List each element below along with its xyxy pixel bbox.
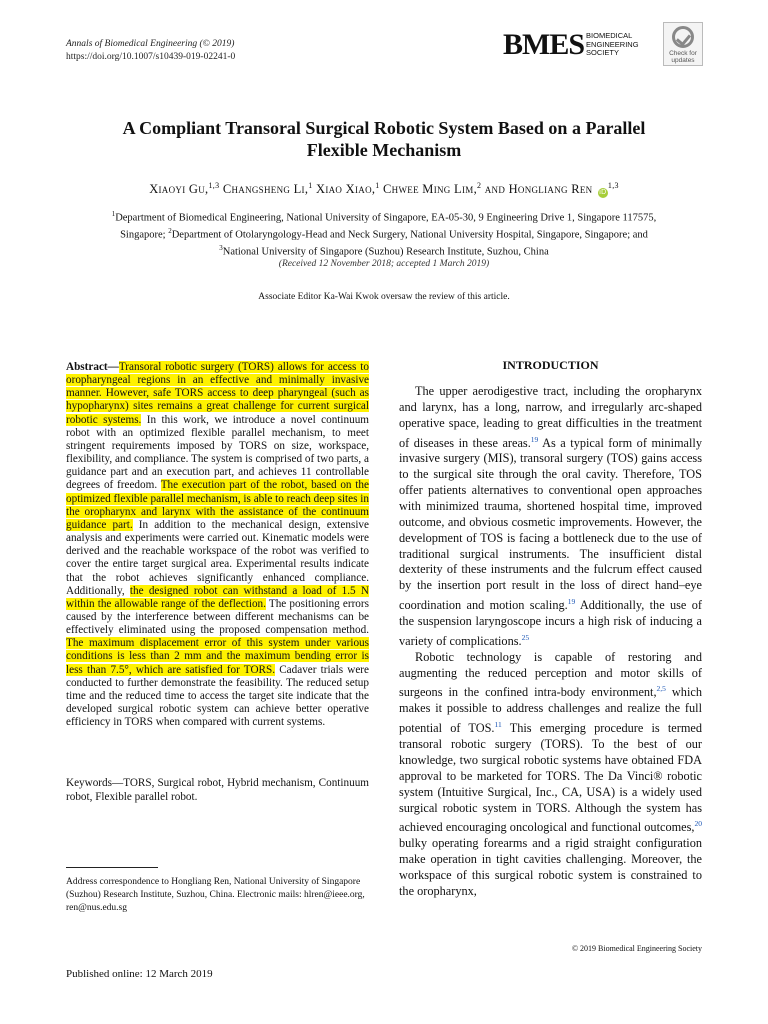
author: Xiaoyi Gu, bbox=[149, 182, 209, 197]
text-run: This emerging procedure is termed transoral robotic surgery (TORS). To the best of our knowledge, two surgical robotic systems have obtained FDA approval to be marketed for TORS. The Da Vinci® robotic system (Intuitive Surgical, Inc., CA, USA) is a widely used surgical robotic system in TORS. Although the system has achieved encouraging oncological and functional outcomes, bbox=[399, 721, 702, 835]
footnote-divider bbox=[66, 867, 158, 868]
affiliations: $^1$Department of Biomedical Engineering, National University of Singapore, EA-05-30, 9 Engineering Drive 1, Singapore 117575, Singapore; $^2$Department of Otolaryngology-Head and Neck Surgery, National University Hospital, Singapore, Singapore; and $^3$National University of Singapore (Suzhou) Research Institute, Suzhou, China bbox=[111, 210, 657, 258]
keywords bbox=[66, 776, 369, 804]
bmes-logo-word: BMES bbox=[503, 28, 585, 61]
check-for-updates-badge[interactable]: Check for updates bbox=[663, 22, 703, 66]
section-heading: INTRODUCTION bbox=[502, 358, 599, 372]
abstract bbox=[66, 361, 369, 729]
orcid-icon[interactable]: iD bbox=[599, 189, 607, 197]
editor-note: Associate Editor Ka-Wai Kwok oversaw the review of this article. bbox=[258, 292, 510, 302]
published-date: Published online: 12 March 2019 bbox=[66, 968, 213, 980]
introduction-body bbox=[399, 384, 702, 900]
author: Chwee Ming Lim, bbox=[383, 182, 477, 197]
keywords-label: Keywords— bbox=[66, 777, 124, 789]
copyright: © 2019 Biomedical Engineering Society bbox=[571, 944, 702, 953]
author: Xiao Xiao, bbox=[316, 182, 376, 197]
citation-link[interactable]: 19 bbox=[567, 597, 576, 607]
highlighted-text: The execution part of the robot, based on the optimized flexible parallel mechanism, is able to reach deep sites in the oropharynx and larynx with the assistance of the continuum guidance part. bbox=[66, 479, 369, 531]
text-run: Cadaver trials were conducted to further demonstrate the feasibility. The reduced setup time and the reduced time to access the target site indicate that the developed surgical robotic system can achieve better operative efficiency in TORS when compared with current systems. bbox=[66, 663, 369, 729]
highlighted-text: the designed robot can withstand a load of 1.5 N within the allowable range of the deflection. bbox=[66, 584, 370, 610]
text-run: bulky operating forearms and a rigid straight configuration make operation in tight cavities challenging. Moreover, the workspace of this surgical robotic system is constrained to the oropharynx, bbox=[399, 836, 702, 898]
text-run: In this work, we introduce a novel continuum robot with an optimized flexible parallel mechanism, to meet stringent requirements imposed by TORS on size, workspace, flexibility, and compliance. The system is comprised of two parts, a guidance part and an execution part, and achieves 11 controllable degrees of freedom. bbox=[66, 413, 369, 492]
author-list: Xiaoyi Gu,$^{1,3}$ Changsheng Li,$^1$ Xiao Xiao,$^1$ Chwee Ming Lim,$^2$ and Hongliang Ren iD$^{1,3}$ bbox=[149, 181, 619, 197]
citation-link[interactable]: 20 bbox=[694, 819, 702, 829]
text-run: Additionally, the use of the suspension laryngoscope incurs a high risk of inducing a variety of complications. bbox=[399, 598, 702, 648]
keywords-text: TORS, Surgical robot, Hybrid mechanism, Continuum robot, Flexible parallel robot. bbox=[66, 777, 369, 803]
text-run: which makes it possible to address challenges and realize the full potential of TOS. bbox=[399, 685, 702, 736]
correspondence-footnote: Address correspondence to Hongliang Ren, National University of Singapore (Suzhou) Research Institute, Suzhou, China. Electronic mails: hlren@ieee.org, ren@nus.edu.sg bbox=[66, 877, 365, 913]
journal-name: Annals of Biomedical Engineering (© 2019) bbox=[66, 39, 235, 49]
paper-title: A Compliant Transoral Surgical Robotic System Based on a Parallel Flexible Mechanism bbox=[122, 118, 646, 160]
check-icon bbox=[672, 26, 694, 48]
paragraph bbox=[399, 650, 702, 900]
text-run: The positioning errors caused by the interference between different mechanisms can be effectively eliminated using the proposed compensation method. bbox=[66, 597, 369, 637]
text-run: Robotic technology is capable of restoring and augmenting the reduced perception and motor skills of surgeons in the confined intra-body environment, bbox=[399, 649, 702, 700]
citation-link[interactable]: 11 bbox=[494, 720, 502, 730]
text-run: As a typical form of minimally invasive surgery (MIS), transoral surgery (TOS) gains access to the surgical site through the oral cavity. Therefore, TOS offer patients alternatives to conventional open approaches with minimized trauma, shortened hospital time, improved outcome, and obvious cosmetic improvements. However, the development of TOS is facing a bottleneck due to the use of traditional surgical instruments. The insufficient distal dexterity of these instruments and the fulcrum effect caused by the insertion port result in the loss of direct hand–eye coordination and motion scaling. bbox=[399, 435, 702, 613]
paragraph bbox=[399, 384, 702, 650]
bmes-logo bbox=[503, 30, 639, 60]
abstract-label: Abstract— bbox=[66, 361, 119, 373]
author: and Hongliang Ren bbox=[484, 182, 593, 197]
received-dates: (Received 12 November 2018; accepted 1 March 2019) bbox=[278, 259, 490, 269]
author: Changsheng Li, bbox=[222, 182, 309, 197]
text-run: The upper aerodigestive tract, including the oropharynx and larynx, has a long, narrow, and irregularly arc-shaped operative space, leading to great difficulties in the treatment of diseases in these areas. bbox=[399, 384, 702, 450]
highlighted-text: The maximum displacement error of this system under various conditions is less than 2 mm and the maximum bending error is less than 7.5°, which are satisfied for TORS. bbox=[66, 637, 369, 676]
citation-link[interactable]: 2,5 bbox=[656, 684, 666, 694]
doi-link[interactable]: https://doi.org/10.1007/s10439-019-02241-0 bbox=[66, 52, 236, 62]
text-run: In addition to the mechanical design, extensive analysis and experiments were carried out. Kinematic models were derived and the reachable workspace of the robot was verified to cover the entire target surgical area. Experimental results indicate that the robot achieves significantly enhanced compliance. Additionally, bbox=[66, 518, 369, 597]
journal-header bbox=[66, 38, 235, 64]
citation-link[interactable]: 25 bbox=[521, 632, 530, 642]
highlighted-text: Transoral robotic surgery (TORS) allows for access to oropharyngeal regions in an effective and minimally invasive manner. However, safe TORS access to deep pharyngeal (such as hypopharynx) sites remains a great challenge for current surgical robotic systems. bbox=[66, 361, 369, 426]
citation-link[interactable]: 19 bbox=[530, 434, 539, 444]
bmes-logo-subtitle: BIOMEDICAL ENGINEERING SOCIETY bbox=[586, 31, 639, 58]
